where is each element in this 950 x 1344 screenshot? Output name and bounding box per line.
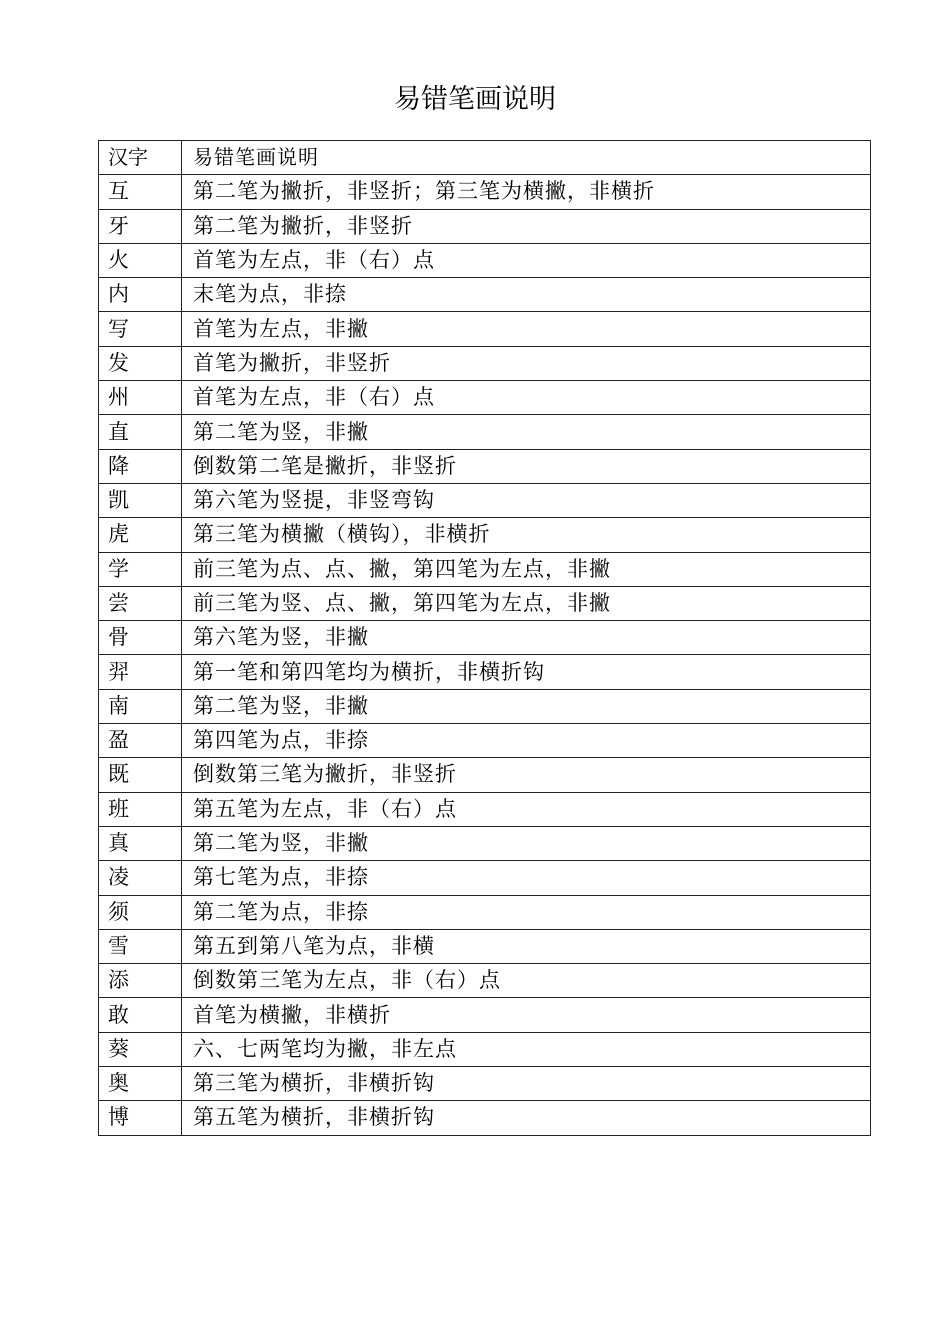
description-cell: 首笔为左点，非撇 <box>182 312 871 346</box>
table-row <box>99 655 871 689</box>
character-cell: 葵 <box>99 1032 182 1066</box>
description-cell: 第七笔为点，非捺 <box>182 861 871 895</box>
character-cell: 直 <box>99 415 182 449</box>
table-row <box>99 209 871 243</box>
description-cell: 第三笔为横撇（横钩），非横折 <box>182 518 871 552</box>
character-cell: 尝 <box>99 586 182 620</box>
table-row <box>99 381 871 415</box>
table-row <box>99 415 871 449</box>
table-row <box>99 792 871 826</box>
character-cell: 发 <box>99 346 182 380</box>
character-cell: 凯 <box>99 483 182 517</box>
description-cell: 第三笔为横折，非横折钩 <box>182 1067 871 1101</box>
description-cell: 第五笔为左点，非（右）点 <box>182 792 871 826</box>
character-cell: 火 <box>99 243 182 277</box>
description-cell: 末笔为点，非捺 <box>182 278 871 312</box>
page-title: 易错笔画说明 <box>394 84 556 115</box>
table-row <box>99 998 871 1032</box>
table-row <box>99 861 871 895</box>
character-cell: 既 <box>99 758 182 792</box>
character-cell: 敢 <box>99 998 182 1032</box>
description-cell: 前三笔为竖、点、撇，第四笔为左点，非撇 <box>182 586 871 620</box>
description-cell: 倒数第三笔为左点，非（右）点 <box>182 964 871 998</box>
character-cell: 须 <box>99 895 182 929</box>
character-cell: 盈 <box>99 724 182 758</box>
description-cell: 倒数第二笔是撇折，非竖折 <box>182 449 871 483</box>
description-cell: 第二笔为撇折，非竖折；第三笔为横撇，非横折 <box>182 175 871 209</box>
description-cell: 第一笔和第四笔均为横折，非横折钩 <box>182 655 871 689</box>
table-row <box>99 826 871 860</box>
description-cell: 第六笔为竖，非撇 <box>182 621 871 655</box>
description-cell: 首笔为横撇，非横折 <box>182 998 871 1032</box>
table-row <box>99 1032 871 1066</box>
character-cell: 牙 <box>99 209 182 243</box>
description-cell: 第四笔为点，非捺 <box>182 724 871 758</box>
character-cell: 雪 <box>99 929 182 963</box>
header-character: 汉字 <box>99 141 182 175</box>
table-row <box>99 586 871 620</box>
character-cell: 互 <box>99 175 182 209</box>
table-row <box>99 552 871 586</box>
character-cell: 州 <box>99 381 182 415</box>
description-cell: 第二笔为点，非捺 <box>182 895 871 929</box>
character-cell: 真 <box>99 826 182 860</box>
character-cell: 奥 <box>99 1067 182 1101</box>
table-row <box>99 175 871 209</box>
description-cell: 第二笔为撇折，非竖折 <box>182 209 871 243</box>
table-row <box>99 929 871 963</box>
description-cell: 前三笔为点、点、撇，第四笔为左点，非撇 <box>182 552 871 586</box>
table-row <box>99 758 871 792</box>
character-cell: 南 <box>99 689 182 723</box>
character-cell: 学 <box>99 552 182 586</box>
table-row <box>99 449 871 483</box>
table-row <box>99 1101 871 1135</box>
table-body <box>99 141 871 1136</box>
table-row <box>99 1067 871 1101</box>
description-cell: 首笔为撇折，非竖折 <box>182 346 871 380</box>
description-cell: 第二笔为竖，非撇 <box>182 689 871 723</box>
character-cell: 降 <box>99 449 182 483</box>
table-row <box>99 964 871 998</box>
character-cell: 羿 <box>99 655 182 689</box>
table-row <box>99 724 871 758</box>
character-cell: 内 <box>99 278 182 312</box>
character-cell: 骨 <box>99 621 182 655</box>
description-cell: 第六笔为竖提，非竖弯钩 <box>182 483 871 517</box>
table-row <box>99 621 871 655</box>
character-cell: 博 <box>99 1101 182 1135</box>
description-cell: 六、七两笔均为撇，非左点 <box>182 1032 871 1066</box>
description-cell: 首笔为左点，非（右）点 <box>182 381 871 415</box>
description-cell: 第五到第八笔为点，非横 <box>182 929 871 963</box>
description-cell: 第二笔为竖，非撇 <box>182 415 871 449</box>
table-row <box>99 689 871 723</box>
description-cell: 首笔为左点，非（右）点 <box>182 243 871 277</box>
table-row <box>99 243 871 277</box>
table-row <box>99 895 871 929</box>
header-description: 易错笔画说明 <box>182 141 871 175</box>
description-cell: 倒数第三笔为撇折，非竖折 <box>182 758 871 792</box>
description-cell: 第二笔为竖，非撇 <box>182 826 871 860</box>
table-header-row <box>99 141 871 175</box>
stroke-table <box>98 140 871 1136</box>
character-cell: 班 <box>99 792 182 826</box>
table-row <box>99 518 871 552</box>
table-row <box>99 278 871 312</box>
table-row <box>99 312 871 346</box>
character-cell: 添 <box>99 964 182 998</box>
table-row <box>99 346 871 380</box>
character-cell: 虎 <box>99 518 182 552</box>
description-cell: 第五笔为横折，非横折钩 <box>182 1101 871 1135</box>
table-row <box>99 483 871 517</box>
character-cell: 写 <box>99 312 182 346</box>
character-cell: 凌 <box>99 861 182 895</box>
